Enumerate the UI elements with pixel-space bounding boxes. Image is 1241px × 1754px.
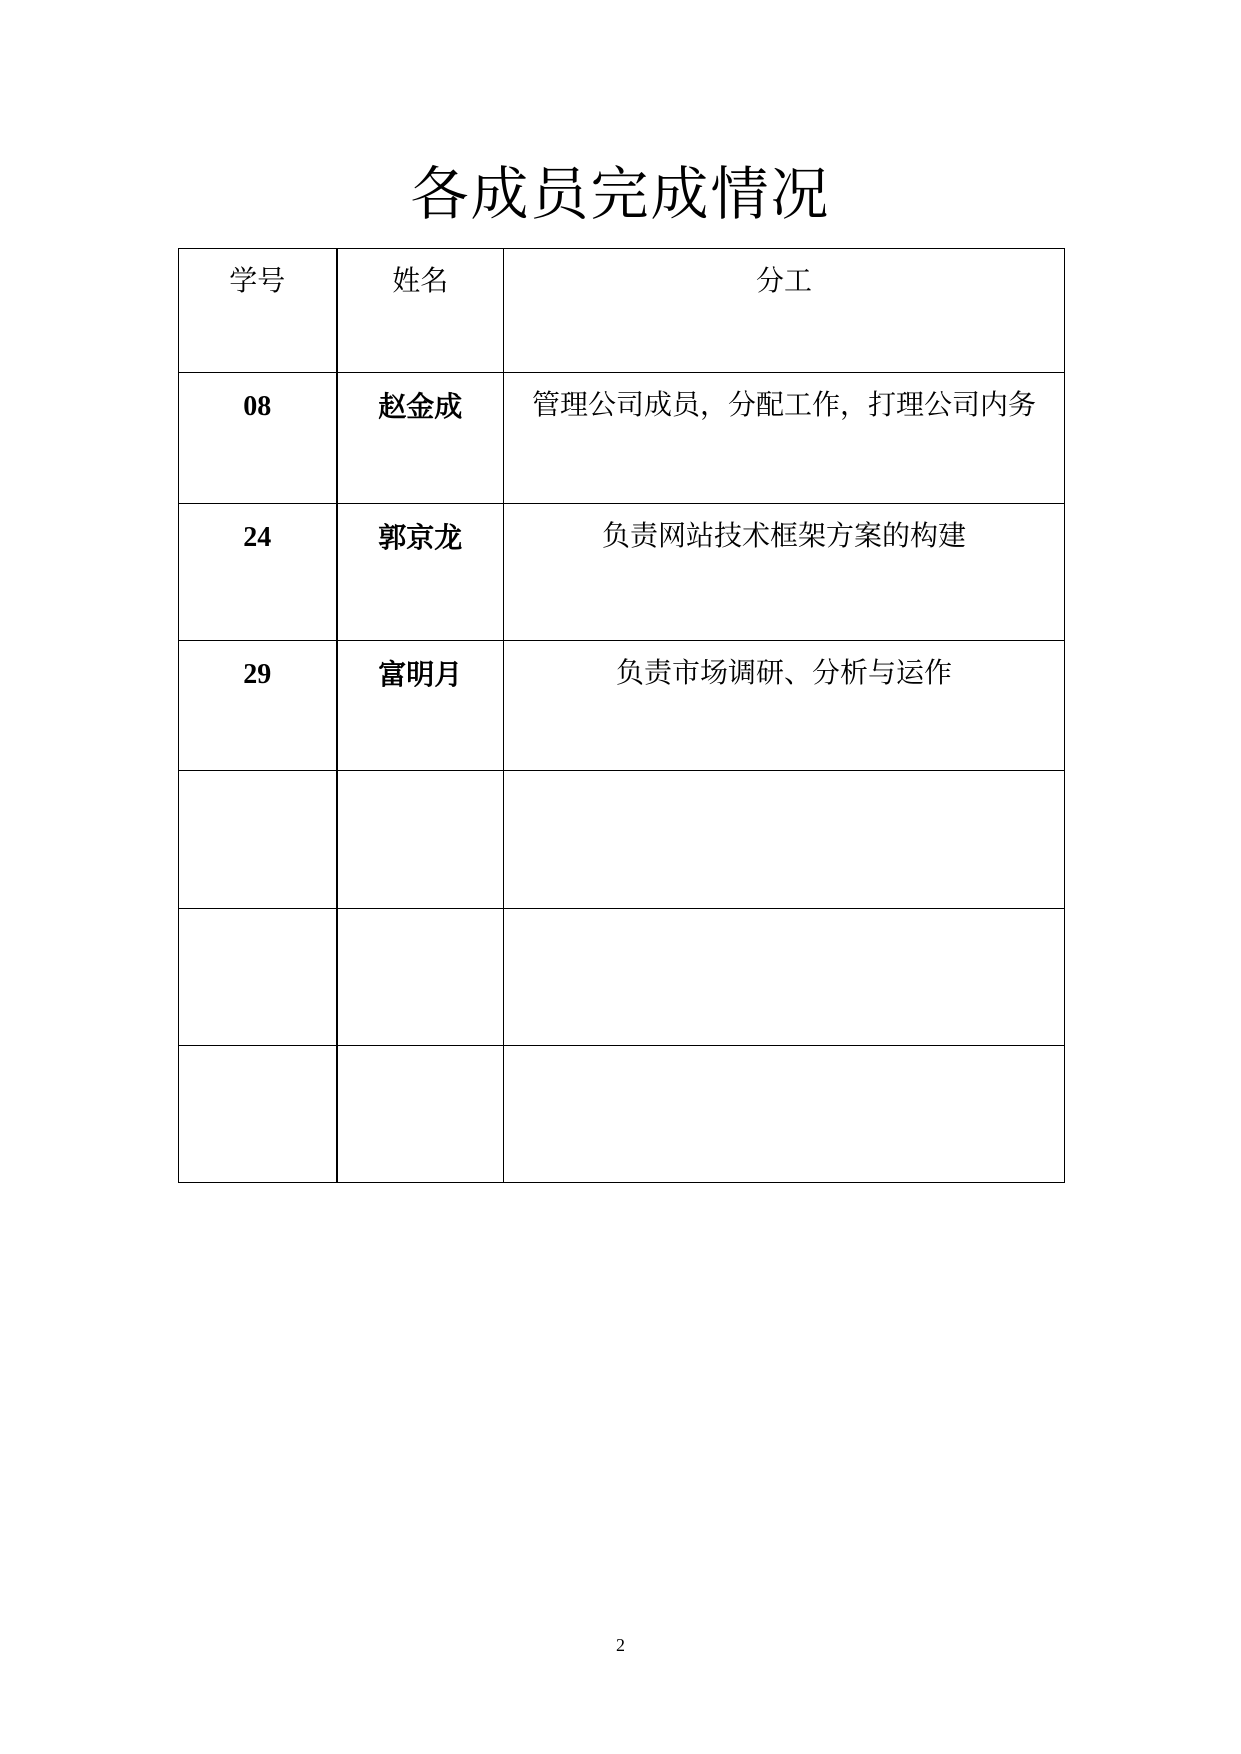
member-name	[338, 909, 504, 925]
header-id: 学号	[229, 264, 286, 297]
page-number: 2	[616, 1635, 625, 1655]
id-cell	[179, 909, 337, 1046]
duty-cell	[504, 641, 1065, 771]
header-duty: 分工	[755, 264, 812, 297]
name-cell	[337, 504, 504, 641]
member-name	[338, 771, 504, 787]
member-duty	[504, 771, 1064, 785]
member-id	[179, 771, 336, 787]
member-duty: 管理公司成员，分配工作，打理公司内务	[531, 388, 1036, 421]
member-name: 郭京龙	[378, 521, 463, 554]
name-cell	[337, 1046, 504, 1183]
duty-cell	[504, 909, 1065, 1046]
header-name-cell	[337, 249, 504, 373]
table-row	[179, 1046, 1065, 1183]
header-name: 姓名	[392, 264, 449, 297]
id-cell	[179, 373, 337, 504]
table-row	[179, 373, 1065, 504]
member-name: 赵金成	[378, 390, 463, 423]
id-cell	[179, 504, 337, 641]
id-cell	[179, 641, 337, 771]
name-cell	[337, 641, 504, 771]
name-cell	[337, 909, 504, 1046]
table-row	[179, 641, 1065, 771]
member-name: 富明月	[378, 658, 463, 691]
duty-cell	[504, 1046, 1065, 1183]
member-id: 24	[243, 522, 272, 553]
table-header-row	[179, 249, 1065, 373]
duty-cell	[504, 504, 1065, 641]
member-duty	[504, 909, 1064, 923]
member-id	[179, 1046, 336, 1062]
duty-cell	[504, 373, 1065, 504]
member-table	[178, 248, 1065, 1183]
member-id: 29	[243, 659, 272, 690]
header-duty-cell	[504, 249, 1065, 373]
id-cell	[179, 1046, 337, 1183]
table-row	[179, 771, 1065, 909]
member-duty: 负责市场调研、分析与运作	[615, 656, 952, 689]
member-id: 08	[243, 391, 272, 422]
member-name	[338, 1046, 504, 1062]
name-cell	[337, 373, 504, 504]
table-row	[179, 909, 1065, 1046]
table-row	[179, 504, 1065, 641]
member-duty: 负责网站技术框架方案的构建	[601, 519, 966, 552]
id-cell	[179, 771, 337, 909]
name-cell	[337, 771, 504, 909]
duty-cell	[504, 771, 1065, 909]
page-title: 各成员完成情况	[410, 160, 831, 228]
member-duty	[504, 1046, 1064, 1060]
member-id	[179, 909, 336, 925]
header-id-cell	[179, 249, 337, 373]
